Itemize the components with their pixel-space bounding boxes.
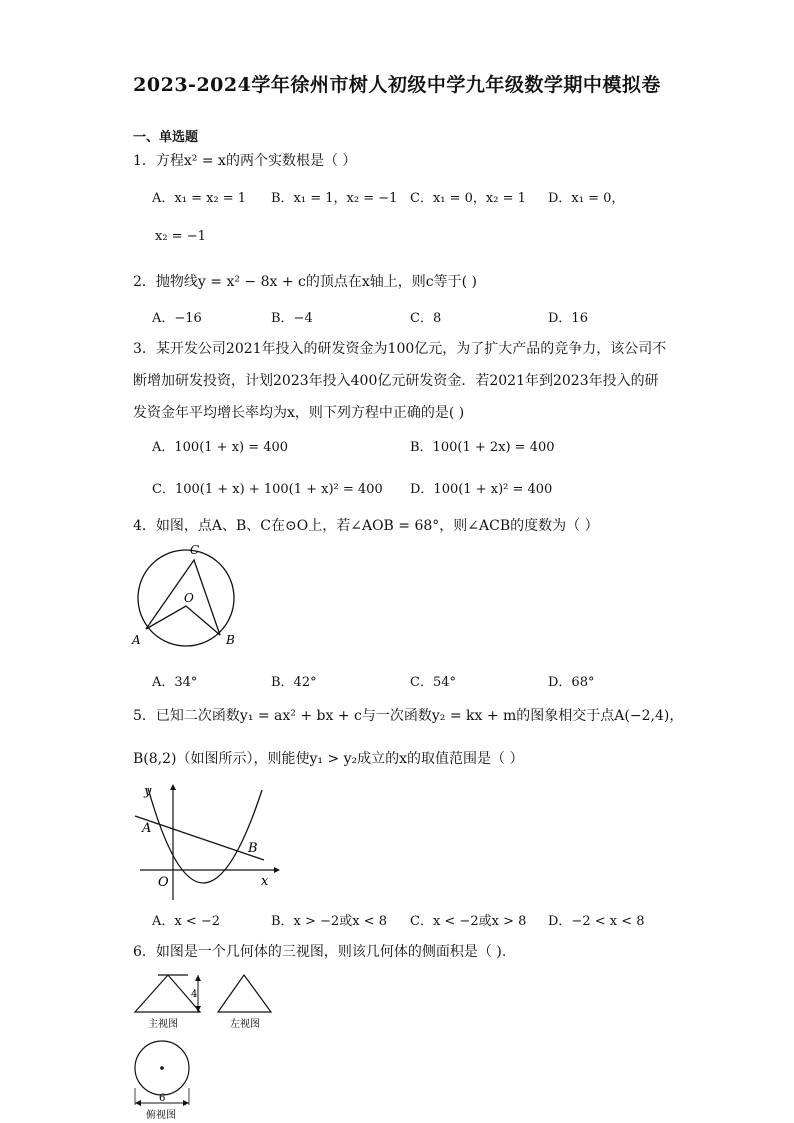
q3-option-b: B．100(1 + 2x) = 400 <box>410 440 555 455</box>
y-axis-arrow <box>170 784 176 790</box>
question-5-line1: 5．已知二次函数y₁ = ax² + bx + c与一次函数y₂ = kx + m的图象相交于点A(−2,4)， <box>133 708 684 724</box>
page-title: 2023-2024学年徐州市树人初级中学九年级数学期中模拟卷 <box>133 74 661 96</box>
front-view-label: 主视图 <box>148 1019 178 1030</box>
q2-option-b: B．−4 <box>271 311 313 326</box>
height-arrow-bottom <box>195 1006 201 1012</box>
q3-option-d: D．100(1 + x)² = 400 <box>410 482 553 497</box>
question-5-line2: B(8,2)（如图所示），则能使y₁ > y₂成立的x的取值范围是（ ） <box>133 751 524 767</box>
q4-option-d: D．68° <box>548 675 595 690</box>
height-label: 4 <box>191 989 198 1000</box>
label-b: B <box>226 633 235 647</box>
q1-option-d: D．x₁ = 0， <box>548 191 625 206</box>
q2-option-a: A．−16 <box>152 311 202 326</box>
q4-circle-figure <box>128 540 243 652</box>
q5-option-b: B．x > −2或x < 8 <box>271 914 387 929</box>
top-view-center <box>160 1066 164 1070</box>
label-a: A <box>132 633 141 647</box>
q2-option-c: C．8 <box>410 311 442 326</box>
q4-option-b: B．42° <box>271 675 317 690</box>
question-3-line2: 断增加研发投资，计划2023年投入400亿元研发资金．若2021年到2023年投入的研 <box>133 373 659 389</box>
q4-option-a: A．34° <box>152 675 198 690</box>
label-x: x <box>261 874 269 889</box>
q1-option-d-cont: x₂ = −1 <box>155 229 206 244</box>
section-heading: 一、单选题 <box>133 130 199 145</box>
diameter-label: 6 <box>159 1093 166 1104</box>
q5-graph-figure <box>130 782 280 904</box>
q6-top-view <box>128 1038 198 1122</box>
q4-option-c: C．54° <box>410 675 456 690</box>
label-c: C <box>190 543 200 557</box>
label-y: y <box>144 784 152 799</box>
question-3-line3: 发资金年平均增长率均为x，则下列方程中正确的是( ) <box>133 405 465 421</box>
label-b: B <box>248 841 258 856</box>
diameter-arrow-right <box>183 1100 189 1106</box>
question-1-stem: 1．方程x² = x的两个实数根是（ ） <box>133 153 357 169</box>
q3-option-a: A．100(1 + x) = 400 <box>152 440 289 455</box>
q3-option-c: C．100(1 + x) + 100(1 + x)² = 400 <box>152 482 383 497</box>
label-o: O <box>158 875 169 890</box>
line-y2 <box>135 816 264 860</box>
left-view-triangle <box>218 975 271 1012</box>
q1-option-b: B．x₁ = 1，x₂ = −1 <box>271 191 398 206</box>
label-a: A <box>142 821 152 836</box>
chord-acb <box>146 560 220 635</box>
question-4-stem: 4．如图，点A、B、C在⊙O上，若∠AOB = 68°，则∠ACB的度数为（ ） <box>133 518 599 534</box>
q1-option-a: A．x₁ = x₂ = 1 <box>152 191 247 206</box>
q1-option-c: C．x₁ = 0，x₂ = 1 <box>410 191 526 206</box>
q2-option-d: D．16 <box>548 311 588 326</box>
radii-aob <box>146 606 220 635</box>
diameter-arrow-left <box>135 1100 141 1106</box>
top-view-label: 俯视图 <box>146 1110 176 1121</box>
q6-front-left-views <box>130 970 280 1032</box>
q5-option-a: A．x < −2 <box>152 914 221 929</box>
label-o: O <box>184 591 194 605</box>
question-2-stem: 2．抛物线y = x² − 8x + c的顶点在x轴上，则c等于( ) <box>133 274 477 290</box>
x-axis-arrow <box>274 867 280 873</box>
parabola-y1 <box>148 788 262 883</box>
q5-option-c: C．x < −2或x > 8 <box>410 914 527 929</box>
question-6-stem: 6．如图是一个几何体的三视图，则该几何体的侧面积是（ ). <box>133 944 507 960</box>
q5-option-d: D．−2 < x < 8 <box>548 914 645 929</box>
left-view-label: 左视图 <box>230 1019 260 1030</box>
height-arrow-top <box>195 975 201 981</box>
question-3-line1: 3．某开发公司2021年投入的研发资金为100亿元，为了扩大产品的竞争力，该公司不 <box>133 341 667 357</box>
